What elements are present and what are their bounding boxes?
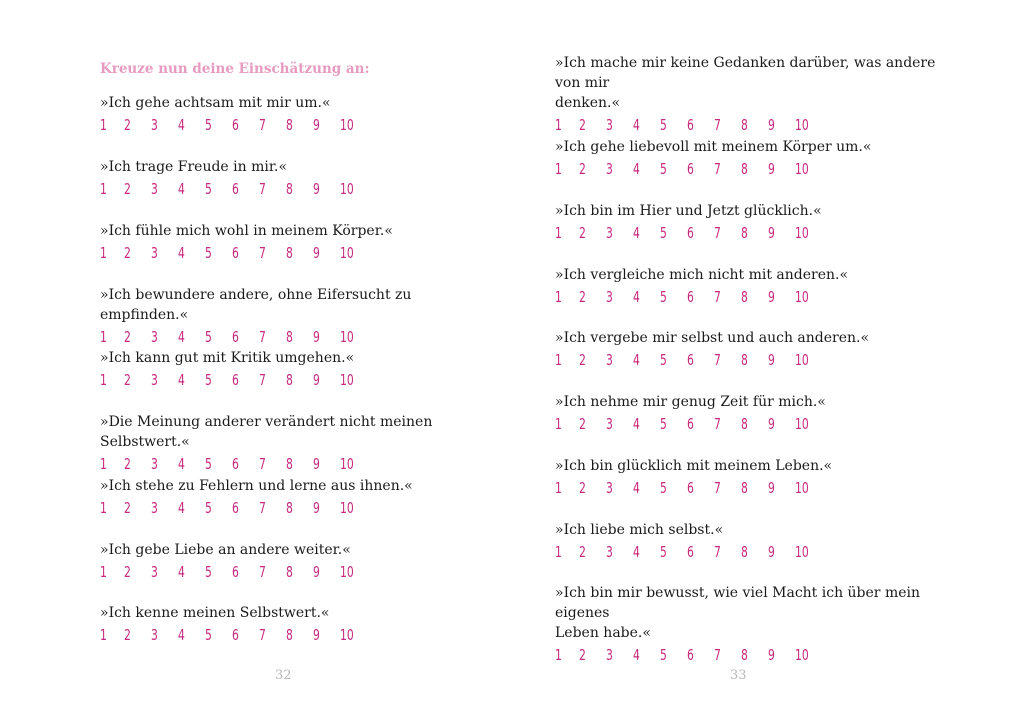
rating-option-7[interactable]: 7	[259, 244, 266, 262]
statement-item	[100, 603, 500, 646]
rating-option-6[interactable]: 6	[687, 224, 694, 242]
statement-text: »Ich bin mir bewusst, wie viel Macht ich über mein eigenes	[555, 585, 921, 621]
statement-text: »Ich kann gut mit Kritik umgehen.«	[100, 350, 355, 366]
rating-option-6[interactable]: 6	[232, 371, 239, 389]
rating-option-9[interactable]: 9	[768, 116, 775, 134]
rating-option-7[interactable]: 7	[259, 626, 266, 644]
rating-option-1[interactable]: 1	[555, 160, 562, 178]
rating-option-4[interactable]: 4	[633, 415, 640, 433]
statement-item	[100, 221, 500, 264]
rating-option-5[interactable]: 5	[205, 244, 212, 262]
rating-option-3[interactable]: 3	[151, 563, 158, 581]
statement-text: »Ich gehe achtsam mit mir um.«	[100, 95, 331, 111]
rating-option-1[interactable]: 1	[100, 180, 107, 198]
rating-option-1[interactable]: 1	[555, 479, 562, 497]
rating-option-2[interactable]: 2	[124, 244, 131, 262]
rating-option-7[interactable]: 7	[714, 479, 721, 497]
rating-option-7[interactable]: 7	[714, 646, 721, 664]
rating-option-7[interactable]: 7	[259, 499, 266, 517]
rating-option-2[interactable]: 2	[579, 288, 586, 306]
rating-option-1[interactable]: 1	[555, 288, 562, 306]
rating-option-1[interactable]: 1	[100, 563, 107, 581]
rating-option-10[interactable]: 10	[340, 328, 354, 346]
rating-option-1[interactable]: 1	[555, 116, 562, 134]
statement-item	[555, 456, 955, 499]
statement-text: »Ich stehe zu Fehlern und lerne aus ihnen.«	[100, 478, 413, 494]
statement-item	[555, 328, 955, 371]
rating-option-6[interactable]: 6	[687, 160, 694, 178]
rating-scale	[555, 477, 955, 499]
rating-option-5[interactable]: 5	[660, 288, 667, 306]
rating-option-1[interactable]: 1	[100, 371, 107, 389]
rating-scale	[100, 561, 500, 583]
rating-scale	[100, 178, 500, 200]
rating-option-2[interactable]: 2	[579, 543, 586, 561]
rating-option-10[interactable]: 10	[795, 288, 809, 306]
rating-option-4[interactable]: 4	[633, 351, 640, 369]
rating-option-4[interactable]: 4	[633, 160, 640, 178]
rating-option-4[interactable]: 4	[178, 116, 185, 134]
rating-option-4[interactable]: 4	[633, 479, 640, 497]
rating-option-5[interactable]: 5	[660, 646, 667, 664]
statement-item	[555, 201, 955, 244]
rating-option-2[interactable]: 2	[124, 116, 131, 134]
left-page	[100, 0, 500, 721]
rating-option-2[interactable]: 2	[579, 415, 586, 433]
statement-text: »Ich liebe mich selbst.«	[555, 522, 724, 538]
rating-option-3[interactable]: 3	[151, 328, 158, 346]
rating-option-3[interactable]: 3	[606, 160, 613, 178]
rating-option-3[interactable]: 3	[151, 180, 158, 198]
rating-scale	[100, 497, 500, 519]
rating-option-5[interactable]: 5	[205, 371, 212, 389]
rating-option-10[interactable]: 10	[795, 351, 809, 369]
rating-option-6[interactable]: 6	[232, 244, 239, 262]
page-number-left: 32	[275, 668, 292, 683]
rating-option-3[interactable]: 3	[606, 116, 613, 134]
rating-option-3[interactable]: 3	[606, 288, 613, 306]
statement-item	[100, 348, 500, 391]
rating-option-9[interactable]: 9	[313, 371, 320, 389]
rating-option-5[interactable]: 5	[660, 160, 667, 178]
rating-option-4[interactable]: 4	[633, 646, 640, 664]
rating-option-6[interactable]: 6	[232, 626, 239, 644]
rating-option-1[interactable]: 1	[555, 415, 562, 433]
rating-option-7[interactable]: 7	[259, 328, 266, 346]
rating-option-10[interactable]: 10	[340, 244, 354, 262]
rating-option-8[interactable]: 8	[741, 415, 748, 433]
statement-item	[100, 157, 500, 200]
rating-scale	[555, 114, 955, 136]
rating-option-2[interactable]: 2	[124, 499, 131, 517]
rating-option-1[interactable]: 1	[100, 116, 107, 134]
rating-option-5[interactable]: 5	[660, 415, 667, 433]
statement-text: »Ich gebe Liebe an andere weiter.«	[100, 542, 351, 558]
statement-text: »Ich kenne meinen Selbstwert.«	[100, 605, 330, 621]
rating-option-5[interactable]: 5	[205, 563, 212, 581]
rating-scale	[555, 158, 955, 180]
statement-item	[555, 53, 955, 136]
rating-option-4[interactable]: 4	[633, 288, 640, 306]
rating-option-9[interactable]: 9	[768, 288, 775, 306]
rating-option-8[interactable]: 8	[741, 224, 748, 242]
statement-item	[100, 93, 500, 136]
statement-text: »Ich bin glücklich mit meinem Leben.«	[555, 458, 833, 474]
rating-scale	[555, 644, 955, 666]
rating-scale	[100, 453, 500, 475]
statement-text: »Ich nehme mir genug Zeit für mich.«	[555, 394, 826, 410]
rating-option-1[interactable]: 1	[100, 455, 107, 473]
rating-option-3[interactable]: 3	[606, 543, 613, 561]
rating-option-6[interactable]: 6	[687, 351, 694, 369]
rating-option-2[interactable]: 2	[579, 646, 586, 664]
rating-option-1[interactable]: 1	[100, 328, 107, 346]
rating-option-7[interactable]: 7	[714, 224, 721, 242]
rating-option-7[interactable]: 7	[259, 116, 266, 134]
rating-scale	[100, 624, 500, 646]
rating-option-2[interactable]: 2	[124, 563, 131, 581]
rating-option-3[interactable]: 3	[151, 455, 158, 473]
rating-scale	[555, 413, 955, 435]
rating-option-10[interactable]: 10	[795, 116, 809, 134]
rating-option-9[interactable]: 9	[768, 160, 775, 178]
rating-option-8[interactable]: 8	[741, 288, 748, 306]
rating-option-8[interactable]: 8	[286, 563, 293, 581]
instruction-heading: Kreuze nun deine Einschätzung an:	[100, 61, 370, 77]
statement-text: denken.«	[555, 95, 621, 111]
rating-option-8[interactable]: 8	[286, 626, 293, 644]
rating-option-10[interactable]: 10	[340, 116, 354, 134]
rating-option-4[interactable]: 4	[178, 180, 185, 198]
rating-option-5[interactable]: 5	[205, 455, 212, 473]
rating-option-8[interactable]: 8	[286, 371, 293, 389]
rating-scale	[100, 369, 500, 391]
rating-option-6[interactable]: 6	[232, 328, 239, 346]
rating-option-1[interactable]: 1	[100, 244, 107, 262]
rating-option-10[interactable]: 10	[795, 479, 809, 497]
rating-option-6[interactable]: 6	[687, 543, 694, 561]
rating-option-8[interactable]: 8	[741, 646, 748, 664]
rating-option-1[interactable]: 1	[100, 626, 107, 644]
rating-option-7[interactable]: 7	[259, 563, 266, 581]
statement-item	[555, 137, 955, 180]
rating-option-10[interactable]: 10	[795, 646, 809, 664]
rating-option-5[interactable]: 5	[205, 499, 212, 517]
rating-option-8[interactable]: 8	[741, 116, 748, 134]
right-page	[555, 0, 955, 721]
statement-item	[100, 412, 500, 475]
rating-option-9[interactable]: 9	[313, 116, 320, 134]
rating-option-5[interactable]: 5	[660, 479, 667, 497]
rating-option-4[interactable]: 4	[178, 563, 185, 581]
rating-option-7[interactable]: 7	[259, 455, 266, 473]
rating-option-6[interactable]: 6	[687, 479, 694, 497]
rating-option-2[interactable]: 2	[124, 455, 131, 473]
rating-option-7[interactable]: 7	[714, 351, 721, 369]
rating-option-10[interactable]: 10	[340, 180, 354, 198]
rating-option-2[interactable]: 2	[124, 328, 131, 346]
rating-option-4[interactable]: 4	[633, 116, 640, 134]
rating-option-3[interactable]: 3	[151, 626, 158, 644]
rating-option-8[interactable]: 8	[741, 543, 748, 561]
statement-text: »Ich vergleiche mich nicht mit anderen.«	[555, 267, 849, 283]
rating-option-5[interactable]: 5	[660, 116, 667, 134]
rating-option-8[interactable]: 8	[286, 328, 293, 346]
rating-option-10[interactable]: 10	[340, 626, 354, 644]
rating-option-2[interactable]: 2	[579, 479, 586, 497]
rating-option-5[interactable]: 5	[205, 626, 212, 644]
rating-option-8[interactable]: 8	[286, 244, 293, 262]
rating-option-2[interactable]: 2	[579, 116, 586, 134]
statement-text: »Ich bin im Hier und Jetzt glücklich.«	[555, 203, 822, 219]
rating-option-3[interactable]: 3	[606, 415, 613, 433]
rating-option-4[interactable]: 4	[178, 626, 185, 644]
statement-text: »Ich mache mir keine Gedanken darüber, was andere von mir	[555, 55, 936, 91]
statement-text: »Ich bewundere andere, ohne Eifersucht zu empfinden.«	[100, 287, 412, 323]
rating-option-3[interactable]: 3	[606, 351, 613, 369]
rating-option-4[interactable]: 4	[178, 371, 185, 389]
rating-option-9[interactable]: 9	[313, 626, 320, 644]
rating-option-9[interactable]: 9	[313, 328, 320, 346]
rating-option-7[interactable]: 7	[714, 160, 721, 178]
rating-option-7[interactable]: 7	[259, 371, 266, 389]
rating-option-6[interactable]: 6	[232, 455, 239, 473]
rating-option-5[interactable]: 5	[660, 224, 667, 242]
rating-option-9[interactable]: 9	[313, 499, 320, 517]
rating-option-6[interactable]: 6	[232, 499, 239, 517]
rating-option-7[interactable]: 7	[259, 180, 266, 198]
rating-scale	[100, 242, 500, 264]
rating-option-1[interactable]: 1	[555, 224, 562, 242]
rating-option-2[interactable]: 2	[579, 351, 586, 369]
rating-option-6[interactable]: 6	[687, 415, 694, 433]
rating-option-6[interactable]: 6	[232, 116, 239, 134]
rating-option-8[interactable]: 8	[286, 499, 293, 517]
statement-item	[555, 265, 955, 308]
statement-text: »Ich vergebe mir selbst und auch anderen.«	[555, 330, 870, 346]
page-number-right: 33	[730, 668, 747, 683]
statement-item	[555, 583, 955, 666]
rating-option-3[interactable]: 3	[151, 371, 158, 389]
rating-option-10[interactable]: 10	[795, 543, 809, 561]
rating-option-9[interactable]: 9	[768, 224, 775, 242]
rating-option-3[interactable]: 3	[606, 224, 613, 242]
rating-option-4[interactable]: 4	[633, 224, 640, 242]
rating-option-4[interactable]: 4	[633, 543, 640, 561]
rating-option-3[interactable]: 3	[151, 499, 158, 517]
rating-option-10[interactable]: 10	[340, 563, 354, 581]
rating-option-7[interactable]: 7	[714, 415, 721, 433]
statement-item	[100, 540, 500, 583]
statement-item	[100, 476, 500, 519]
statement-item	[100, 285, 500, 348]
rating-option-7[interactable]: 7	[714, 288, 721, 306]
statement-text: »Ich trage Freude in mir.«	[100, 159, 288, 175]
rating-option-1[interactable]: 1	[555, 351, 562, 369]
rating-option-8[interactable]: 8	[286, 116, 293, 134]
rating-option-9[interactable]: 9	[768, 415, 775, 433]
rating-option-4[interactable]: 4	[178, 455, 185, 473]
rating-option-9[interactable]: 9	[768, 646, 775, 664]
rating-option-9[interactable]: 9	[313, 244, 320, 262]
rating-option-5[interactable]: 5	[660, 543, 667, 561]
rating-option-6[interactable]: 6	[232, 180, 239, 198]
rating-option-6[interactable]: 6	[232, 563, 239, 581]
statement-item	[555, 392, 955, 435]
rating-option-10[interactable]: 10	[795, 415, 809, 433]
statement-text: »Ich fühle mich wohl in meinem Körper.«	[100, 223, 393, 239]
statement-text: Leben habe.«	[555, 625, 651, 641]
rating-scale	[100, 326, 500, 348]
rating-option-10[interactable]: 10	[795, 224, 809, 242]
rating-option-10[interactable]: 10	[795, 160, 809, 178]
rating-option-3[interactable]: 3	[606, 646, 613, 664]
rating-option-3[interactable]: 3	[151, 244, 158, 262]
rating-option-3[interactable]: 3	[606, 479, 613, 497]
rating-option-9[interactable]: 9	[313, 455, 320, 473]
rating-option-5[interactable]: 5	[205, 328, 212, 346]
rating-option-1[interactable]: 1	[100, 499, 107, 517]
rating-option-10[interactable]: 10	[340, 499, 354, 517]
rating-option-7[interactable]: 7	[714, 543, 721, 561]
rating-scale	[555, 286, 955, 308]
statement-item	[555, 520, 955, 563]
rating-option-2[interactable]: 2	[124, 626, 131, 644]
rating-scale	[100, 114, 500, 136]
rating-option-8[interactable]: 8	[741, 160, 748, 178]
rating-option-10[interactable]: 10	[340, 455, 354, 473]
rating-option-2[interactable]: 2	[124, 371, 131, 389]
rating-option-3[interactable]: 3	[151, 116, 158, 134]
rating-option-8[interactable]: 8	[741, 479, 748, 497]
rating-option-5[interactable]: 5	[205, 116, 212, 134]
rating-option-8[interactable]: 8	[286, 455, 293, 473]
rating-option-5[interactable]: 5	[205, 180, 212, 198]
statement-text: »Ich gehe liebevoll mit meinem Körper um.«	[555, 139, 872, 155]
rating-option-8[interactable]: 8	[741, 351, 748, 369]
statement-text: »Die Meinung anderer verändert nicht meinen Selbstwert.«	[100, 414, 433, 450]
rating-option-1[interactable]: 1	[555, 543, 562, 561]
rating-option-9[interactable]: 9	[313, 180, 320, 198]
rating-option-4[interactable]: 4	[178, 328, 185, 346]
rating-option-9[interactable]: 9	[313, 563, 320, 581]
rating-option-2[interactable]: 2	[579, 224, 586, 242]
rating-option-6[interactable]: 6	[687, 116, 694, 134]
rating-option-5[interactable]: 5	[660, 351, 667, 369]
rating-option-6[interactable]: 6	[687, 288, 694, 306]
rating-option-10[interactable]: 10	[340, 371, 354, 389]
rating-option-8[interactable]: 8	[286, 180, 293, 198]
rating-scale	[555, 222, 955, 244]
rating-option-1[interactable]: 1	[555, 646, 562, 664]
rating-option-9[interactable]: 9	[768, 351, 775, 369]
rating-option-2[interactable]: 2	[124, 180, 131, 198]
rating-option-9[interactable]: 9	[768, 479, 775, 497]
rating-option-9[interactable]: 9	[768, 543, 775, 561]
rating-scale	[555, 541, 955, 563]
rating-option-4[interactable]: 4	[178, 244, 185, 262]
rating-option-2[interactable]: 2	[579, 160, 586, 178]
rating-option-4[interactable]: 4	[178, 499, 185, 517]
rating-scale	[555, 349, 955, 371]
rating-option-7[interactable]: 7	[714, 116, 721, 134]
rating-option-6[interactable]: 6	[687, 646, 694, 664]
